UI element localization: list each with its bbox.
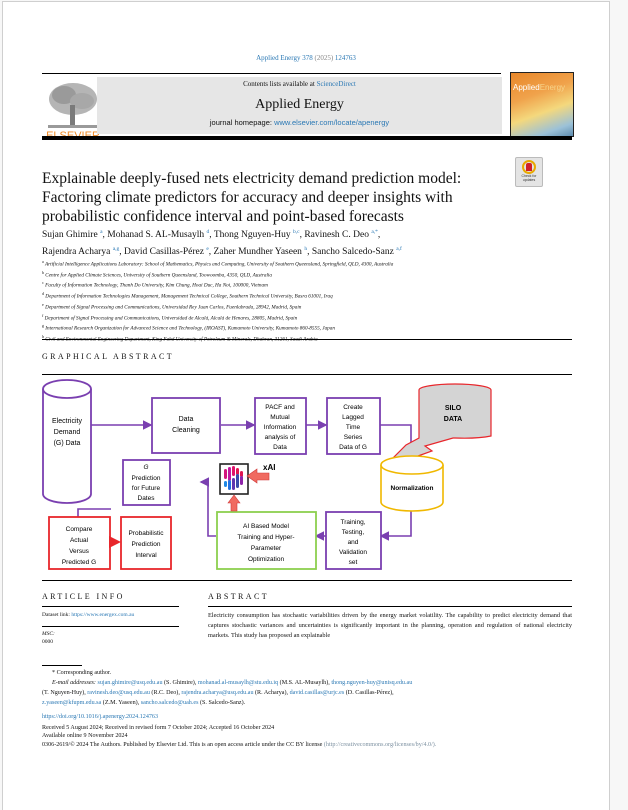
author[interactable]: David Casillas-Pérez (124, 247, 204, 258)
received-dates: Received 5 August 2024; Received in revised form 7 October 2024; Accepted 16 October 2024 (42, 724, 275, 731)
diagram-label: Normalization (390, 485, 434, 492)
dataset-label: Dataset link: (42, 612, 72, 618)
email-link[interactable]: david.casillas@urjc.es (289, 690, 345, 696)
affiliation: $^e$ Department of Signal Processing and Communications, Universidad Rey Juan Carlos, Fuenlabrada, 28942, Madrid, Spain (42, 301, 302, 311)
diagram-label: Create (343, 404, 363, 411)
diagram-label: for Future (131, 485, 161, 492)
author[interactable]: Mohanad S. AL-Musaylh (107, 230, 205, 241)
available-online: Available online 9 November 2024 (42, 733, 128, 739)
journal-cover-image (510, 72, 574, 137)
footnotes (42, 668, 582, 708)
arrow-edge (201, 482, 216, 536)
elsevier-logo (42, 79, 104, 141)
author[interactable]: Rajendra Acharya (42, 247, 111, 258)
abstract-text: Electricity consumption has stochastic variabilities driven by the energy market volatility. The capability to predict electricity demand that captures stochastic variances and uncertainties is significantly important in the planning, operation and regulation of national electricity markets. This study has proposed an explainable (208, 612, 572, 639)
arrow-edge (381, 510, 411, 536)
email-link[interactable]: sujan.ghimire@usq.edu.au (97, 680, 163, 686)
email-link[interactable]: ravinesh.deo@usq.edu.au (87, 690, 150, 696)
email-link[interactable]: z.yaseen@kfupm.edu.sa (42, 700, 102, 706)
author-list: Sujan Ghimire $^a$, Mohanad S. AL-Musaylh $^d$, Thong Nguyen-Huy $^{b,c}$, Ravinesh C. Deo $^{a,*}$, Rajendra Acharya $^{a,g}$, David Casillas-Pérez $^e$, Zaher Mundher Yaseen $^h$, Sancho Salcedo-Sanz $^{a,f}$ (42, 229, 402, 258)
node-probabilistic-interval (121, 517, 171, 569)
ai-to-xai-arrow-icon (228, 495, 240, 511)
affiliation: $^d$ Department of Information Technologies Management, Management Technical College, Southern Technical University, Basra 61001, Iraq (42, 291, 333, 300)
affiliation: $^g$ International Research Organization for Advanced Science and Technology, (IROAST), Kumamoto University, Kumamoto 860-8555, Japan (42, 323, 335, 333)
diagram-label: G (143, 464, 149, 471)
diagram-label: Interval (135, 552, 157, 559)
node-data-cleaning (152, 398, 220, 453)
journal-reference (3, 54, 609, 62)
diagram-label: Probabilistic (128, 530, 164, 537)
diagram-label: Actual (69, 537, 89, 544)
check-updates-label: Check for updates (521, 174, 537, 182)
journal-ref-article[interactable]: 124763 (334, 54, 356, 62)
diagram-label: Data of G (339, 444, 367, 451)
article-info-rule (42, 606, 179, 607)
sciencedirect-link[interactable]: ScienceDirect (316, 80, 356, 88)
node-training-testing (326, 512, 381, 569)
diagram-label: (G) Data (53, 440, 81, 447)
xai-shap-icon (220, 464, 248, 494)
section-rule (42, 339, 572, 340)
diagram-label: and (347, 539, 359, 546)
diagram-label: DATA (443, 416, 463, 423)
email-addresses-cont: (T. Nguyen-Huy), ravinesh.deo@usq.edu.au (R.C. Deo), rajendra.acharya@usq.edu.au (R. Acharya), david.casillas@urjc.es (D. Casillas-Pérez), (42, 690, 394, 696)
author[interactable]: Sujan Ghimire (42, 230, 98, 241)
diagram-label: Time (345, 424, 361, 431)
node-silo-data (389, 384, 491, 462)
node-pacf-analysis (255, 398, 306, 454)
diagram-label: Prediction (131, 475, 161, 482)
diagram-label: Training and Hyper- (237, 534, 295, 541)
affiliation: $^a$ Artificial Intelligence Applications Laboratory: School of Mathematics, Physics and Computing, University of Southern Queensland, Springfield, QLD, 4300, Australia (42, 259, 394, 268)
email-addresses: E-mail addresses: sujan.ghimire@usq.edu.au (S. Ghimire), mohanad.al-musaylh@stu.edu.iq (M.S. AL-Musaylh), thong.nguyen-huy@unisq.edu.au (52, 680, 413, 686)
diagram-label: Dates (137, 495, 155, 502)
journal-ref-name[interactable]: Applied Energy 378 (256, 54, 313, 62)
abstract-heading: ABSTRACT (208, 592, 269, 601)
diagram-label: Lagged (342, 414, 364, 421)
node-create-lagged-series (327, 398, 380, 454)
footnote-rule (42, 665, 82, 666)
article-title (42, 169, 512, 226)
diagram-label: Series (343, 434, 363, 441)
diagram-label: Information (263, 424, 297, 431)
homepage-line (97, 118, 502, 127)
email-addresses-cont: z.yaseen@kfupm.edu.sa (Z.M. Yaseen), sancho.salcedo@uah.es (S. Salcedo-Sanz). (42, 700, 246, 706)
article-info-rule (42, 626, 179, 627)
article-info-heading: ARTICLE INFO (42, 592, 125, 601)
diagram-label: AI Based Model (243, 523, 289, 530)
email-link[interactable]: thong.nguyen-huy@unisq.edu.au (331, 680, 413, 686)
msc-block (42, 630, 55, 646)
homepage-prefix: journal homepage: (209, 118, 275, 127)
affiliation-list (42, 258, 582, 344)
email-link[interactable]: mohanad.al-musaylh@stu.edu.iq (197, 680, 279, 686)
diagram-label: Predicted G (61, 559, 97, 566)
abstract-rule (208, 606, 572, 607)
contents-prefix: Contents lists available at (243, 80, 317, 88)
diagram-label: Cleaning (172, 427, 200, 434)
header-rule (42, 73, 501, 74)
diagram-label: set (348, 559, 358, 566)
diagram-label: Optimization (247, 556, 285, 563)
author[interactable]: Zaher Mundher Yaseen (213, 247, 302, 258)
header-thick-rule (42, 136, 572, 140)
journal-banner (97, 77, 502, 134)
diagram-label: Mutual (270, 414, 290, 421)
diagram-label: Data (273, 444, 287, 451)
journal-title: Applied Energy (255, 97, 344, 112)
affiliation: $^f$ Department of Signal Processing and Communications, Universidad de Alcalá, Alcalá de Henares, 28805, Madrid, Spain (42, 312, 298, 322)
node-electricity-demand (43, 380, 91, 503)
email-link[interactable]: sancho.salcedo@uah.es (140, 700, 199, 706)
graphical-abstract-diagram (33, 374, 573, 574)
contents-line (97, 80, 502, 88)
check-for-updates-button[interactable] (515, 157, 543, 187)
affiliation: $^b$ Centre for Applied Climate Sciences, University of Southern Queensland, Toowoomba, 4350, QLD, Australia (42, 269, 272, 279)
homepage-link[interactable]: www.elsevier.com/locate/apenergy (274, 118, 390, 127)
msc-value: 0000 (42, 639, 53, 645)
email-link[interactable]: rajendra.acharya@usq.edu.au (181, 690, 254, 696)
diagram-label: Training, (340, 519, 366, 526)
corresponding-author-note: * Corresponding author. (52, 670, 112, 676)
journal-ref-year: (2025) (314, 54, 334, 62)
diagram-label: Versus (69, 548, 89, 555)
diagram-label: Data (178, 416, 194, 423)
diagram-label: Testing, (341, 529, 365, 536)
diagram-label: PACF and (265, 404, 295, 411)
author[interactable]: Thong Nguyen-Huy (213, 230, 291, 241)
xai-label: xAI (263, 463, 276, 472)
title-line: probabilistic confidence interval and point-based forecasts (42, 208, 404, 225)
node-g-prediction (123, 460, 170, 505)
diagram-label: Demand (53, 429, 81, 436)
node-compare-actual-predicted (49, 517, 110, 569)
license-line: 0306-2619/© 2024 The Authors. Published by Elsevier Ltd. This is an open access article under the CC BY license (http://creativecommons.org/licenses/by/4.0/). (42, 741, 437, 748)
node-ai-model (217, 512, 316, 569)
article-metadata (42, 713, 602, 749)
diagram-label: analysis of (264, 434, 296, 441)
diagram-label: SILO (444, 405, 462, 412)
dataset-link-line (42, 612, 134, 618)
diagram-label: Electricity (52, 418, 82, 425)
title-line: Explainable deeply-fused nets electricity demand prediction model: (42, 170, 462, 187)
affiliation: $^c$ Faculty of Information Technology, Thanh Do University, Kim Chung, Hoai Duc, Ha Noi, 100000, Vietnam (42, 280, 268, 290)
diagram-label: Validation (338, 549, 368, 556)
graphical-abstract-heading: GRAPHICAL ABSTRACT (42, 352, 175, 361)
diagram-label: Parameter (250, 545, 282, 552)
author[interactable]: Ravinesh C. Deo (304, 230, 369, 241)
affiliation: h (42, 334, 44, 340)
dataset-link[interactable]: https://www.energex.com.au (71, 612, 135, 618)
diagram-label: Prediction (131, 541, 161, 548)
title-line: Factoring climate predictors for accuracy and deeper insights with (42, 189, 453, 206)
doi-link[interactable]: https://doi.org/10.1016/j.apenergy.2024.124763 (42, 714, 159, 720)
section-rule (42, 580, 572, 581)
cover-title: AppliedEnergy (513, 83, 566, 92)
msc-label: MSC: (42, 631, 55, 637)
pdf-page (2, 1, 610, 810)
node-normalization (381, 456, 443, 511)
author[interactable]: Sancho Salcedo-Sanz (311, 247, 394, 258)
elsevier-tree-icon (42, 79, 104, 141)
diagram-label: Compare (65, 526, 93, 533)
license-link[interactable]: (http://creativecommons.org/licenses/by/4.0/). (323, 741, 437, 748)
check-updates-icon (522, 160, 536, 174)
